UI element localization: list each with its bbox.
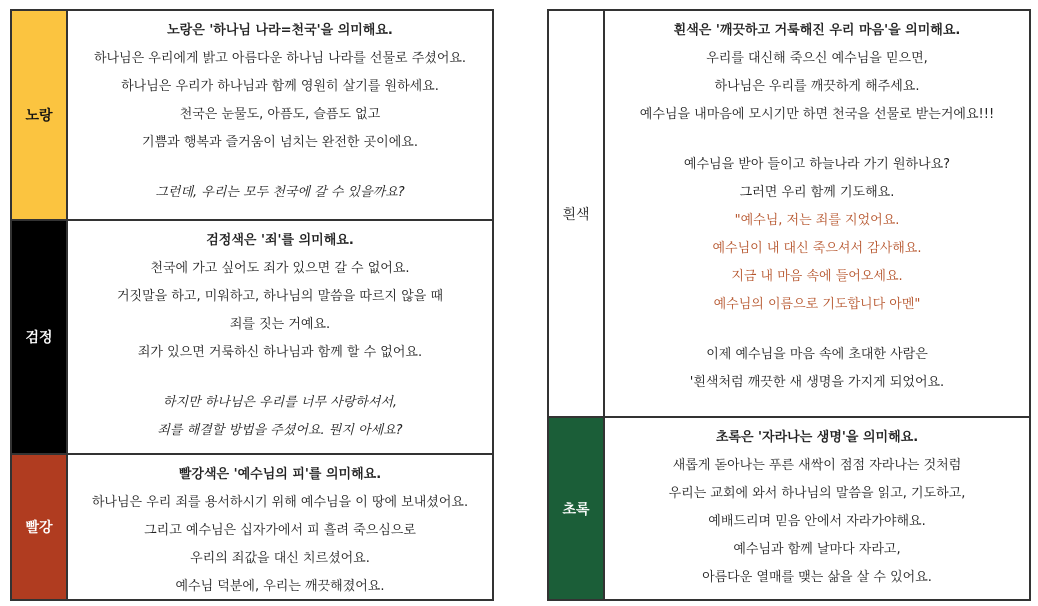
black-italic-line: 죄를 해결할 방법을 주셨어요. 뭔지 아세요? [157, 423, 403, 438]
white-line: 그러면 우리 함께 기도해요. [739, 185, 895, 200]
prayer-line: 예수님의 이름으로 기도합니다 아멘" [713, 297, 921, 312]
row-white [549, 11, 1029, 416]
yellow-line: 하나님은 우리에게 밝고 아름다운 하나님 나라를 선물로 주셨어요. [93, 51, 467, 66]
red-line: 그리고 예수님은 십자가에서 피 흘려 죽으심으로 [144, 523, 416, 538]
black-line: 거짓말을 하고, 미워하고, 하나님의 말씀을 따르지 않을 때 [116, 289, 444, 304]
white-line: '흰색처럼 깨끗한 새 생명을 가지게 되었어요. [689, 375, 945, 390]
green-line: 예배드리며 믿음 안에서 자라가야해요. [708, 514, 926, 529]
green-line: 새롭게 돋아나는 푸른 새싹이 점점 자라나는 것처럼 [672, 458, 962, 473]
white-line: 예수님을 받아 들이고 하늘나라 가기 원하나요? [683, 157, 951, 172]
spacer [605, 129, 1029, 151]
label-white: 흰색 [549, 11, 605, 416]
spacer [605, 319, 1029, 341]
yellow-line: 기쁨과 행복과 즐거움이 넘치는 완전한 곳이에요. [142, 135, 418, 150]
content-white [605, 11, 1029, 416]
yellow-question: 그런데, 우리는 모두 천국에 갈 수 있을까요? [155, 185, 405, 200]
content-green [605, 418, 1029, 599]
black-line: 죄가 있으면 거룩하신 하나님과 함께 할 수 없어요. [137, 345, 423, 360]
spacer [68, 367, 492, 389]
white-line: 우리를 대신해 죽으신 예수님을 믿으면, [706, 51, 928, 66]
green-line: 우리는 교회에 와서 하나님의 말씀을 읽고, 기도하고, [668, 486, 966, 501]
content-yellow [68, 11, 492, 219]
red-line: 예수님 덕분에, 우리는 깨끗해졌어요. [175, 579, 385, 594]
white-title: 흰색은 '깨끗하고 거룩해진 우리 마음'을 의미해요. [673, 23, 961, 38]
yellow-line: 하나님은 우리가 하나님과 함께 영원히 살기를 원하세요. [121, 79, 439, 94]
red-line: 우리의 죄값을 대신 치르셨어요. [190, 551, 370, 566]
prayer-line: "예수님, 저는 죄를 지었어요. [734, 213, 900, 228]
spacer [68, 157, 492, 179]
green-title: 초록은 '자라나는 생명'을 의미해요. [715, 430, 919, 445]
black-title: 검정색은 '죄'를 의미해요. [206, 233, 354, 248]
label-green: 초록 [549, 418, 605, 599]
row-green [549, 416, 1029, 599]
content-black [68, 221, 492, 453]
label-black: 검정 [12, 221, 68, 453]
row-black [12, 219, 492, 453]
black-line: 천국에 가고 싶어도 죄가 있으면 갈 수 없어요. [150, 261, 410, 276]
red-line: 하나님은 우리 죄를 용서하시기 위해 예수님을 이 땅에 보내셨어요. [91, 495, 469, 510]
content-red [68, 455, 492, 599]
prayer-line: 예수님이 내 대신 죽으셔서 감사해요. [712, 241, 922, 256]
right-color-table [547, 9, 1031, 601]
yellow-title: 노랑은 '하나님 나라=천국'을 의미해요. [167, 23, 393, 38]
white-line: 하나님은 우리를 깨끗하게 해주세요. [714, 79, 920, 94]
left-color-table [10, 9, 494, 601]
row-red [12, 453, 492, 599]
row-yellow [12, 11, 492, 219]
green-line: 아름다운 열매를 맺는 삶을 살 수 있어요. [702, 570, 932, 585]
label-red: 빨강 [12, 455, 68, 599]
green-line: 예수님과 함께 날마다 자라고, [733, 542, 901, 557]
red-title: 빨강색은 '예수님의 피'를 의미해요. [178, 467, 382, 482]
black-line: 죄를 짓는 거예요. [229, 317, 331, 332]
white-line: 이제 예수님을 마음 속에 초대한 사람은 [706, 347, 928, 362]
black-italic-line: 하지만 하나님은 우리를 너무 사랑하셔서, [162, 395, 398, 410]
white-line: 예수님을 내마음에 모시기만 하면 천국을 선물로 받는거에요!!! [639, 107, 995, 122]
yellow-line: 천국은 눈물도, 아픔도, 슬픔도 없고 [179, 107, 381, 122]
prayer-line: 지금 내 마음 속에 들어오세요. [731, 269, 903, 284]
label-yellow: 노랑 [12, 11, 68, 219]
